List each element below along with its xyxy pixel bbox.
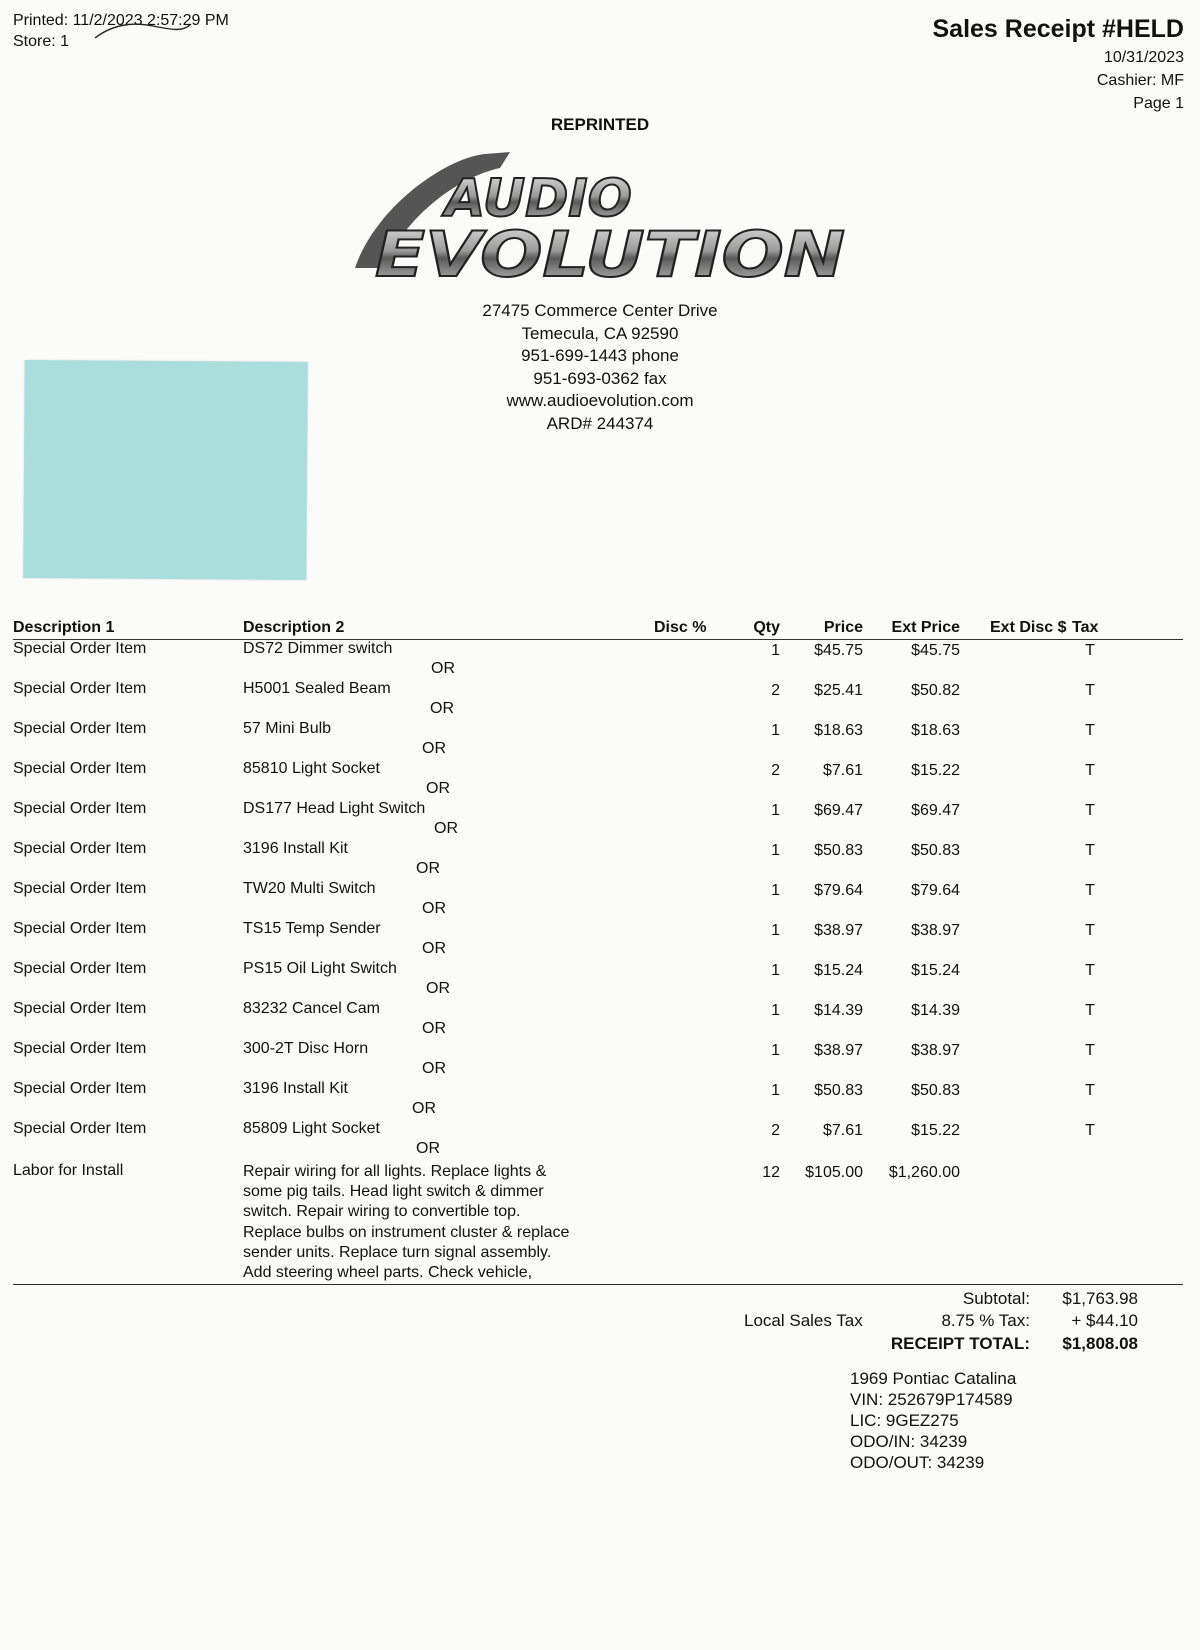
table-row [0,760,1200,800]
item-qty: 1 [771,842,780,859]
tax-value: + $44.10 [1071,1311,1138,1330]
audio-evolution-logo [335,148,855,283]
item-ext-price: $15.22 [911,762,960,779]
receipt-title: Sales Receipt #HELD [932,15,1184,43]
item-ext-price: $50.82 [911,682,960,699]
item-ext-price: $50.83 [911,1082,960,1099]
item-tax: T [1085,962,1095,979]
receipt-total-label: RECEIPT TOTAL: [890,1334,1030,1353]
item-description-1: Special Order Item [13,640,147,657]
item-description-2: PS15 Oil Light Switch [243,960,397,977]
item-ext-price: $15.24 [911,962,960,979]
vehicle-info [850,1368,1016,1473]
item-or-note: OR [422,900,446,917]
col-header-disc: Disc % [654,619,707,636]
sticky-note-redaction [23,360,308,580]
item-qty: 1 [771,1082,780,1099]
item-ext-price: $45.75 [911,642,960,659]
vehicle-odometer-out: ODO/OUT: 34239 [850,1453,985,1472]
item-price: $15.24 [814,962,863,979]
vehicle-odometer-in: ODO/IN: 34239 [850,1432,968,1451]
item-description-1: Special Order Item [13,920,147,937]
item-description-2: 300-2T Disc Horn [243,1040,369,1057]
receipt-date: 10/31/2023 [1103,49,1184,66]
item-tax: T [1085,922,1095,939]
item-qty: 1 [771,962,780,979]
logo-line2: EVOLUTION [375,218,845,283]
item-qty: 1 [771,1002,780,1019]
labor-row [0,1162,1200,1284]
printed-timestamp: 11/2/2023 2:57:29 PM [72,12,229,29]
labor-ext-price: $1,260.00 [888,1164,960,1181]
page-number: Page 1 [1133,95,1184,112]
store-fax: 951-693-0362 fax [533,368,667,388]
receipt-total-value: $1,808.08 [1062,1334,1138,1353]
item-ext-price: $15.22 [911,1122,960,1139]
item-description-2: 3196 Install Kit [243,1080,348,1097]
item-price: $14.39 [814,1002,863,1019]
table-row [0,1040,1200,1080]
store-ard: ARD# 244374 [546,413,654,433]
item-ext-price: $38.97 [911,922,960,939]
item-or-note: OR [416,860,440,877]
store-address: 27475 Commerce Center Drive [482,301,718,320]
item-tax: T [1085,722,1095,739]
item-description-1: Special Order Item [13,680,147,697]
item-qty: 1 [771,1042,780,1059]
item-description-2: TW20 Multi Switch [243,880,376,897]
item-or-note: OR [422,740,446,757]
item-tax: T [1085,1122,1095,1139]
labor-price: $105.00 [805,1164,863,1181]
table-row [0,1120,1200,1160]
labor-description-2: Repair wiring for all lights. Replace lights & some pig tails. Head light switch & dimmer switch. Repair wiring to convertible top. Replace bulbs on instrument cluster & replace sender units. Replace turn signal assembly. Add steering wheel parts. Check vehicle, [243,1163,570,1282]
store-phone: 951-699-1443 phone [521,346,679,365]
table-row [0,1080,1200,1120]
item-tax: T [1085,1082,1095,1099]
item-description-1: Special Order Item [13,1120,147,1137]
logo-line1: AUDIO [445,169,632,229]
table-row [0,680,1200,720]
labor-description-1: Labor for Install [13,1162,124,1179]
item-or-note: OR [422,940,446,957]
table-row [0,920,1200,960]
item-qty: 1 [771,642,780,659]
item-description-2: 85810 Light Socket [243,760,380,777]
vehicle-license: LIC: 9GEZ275 [850,1411,959,1430]
table-row [0,800,1200,840]
col-header-qty: Qty [753,619,780,636]
item-description-2: DS177 Head Light Switch [243,800,426,817]
item-price: $18.63 [814,722,863,739]
item-description-1: Special Order Item [13,1080,147,1097]
item-or-note: OR [430,700,454,717]
item-description-1: Special Order Item [13,960,147,977]
item-description-1: Special Order Item [13,840,147,857]
item-price: $25.41 [814,682,863,699]
item-description-2: TS15 Temp Sender [243,920,381,937]
item-description-1: Special Order Item [13,760,147,777]
item-description-1: Special Order Item [13,720,147,737]
item-description-1: Special Order Item [13,880,147,897]
handwritten-strike-mark [93,16,193,44]
item-qty: 1 [771,922,780,939]
item-price: $50.83 [814,842,863,859]
item-tax: T [1085,682,1095,699]
item-tax: T [1085,802,1095,819]
subtotal-value: $1,763.98 [1062,1289,1138,1308]
item-price: $69.47 [814,802,863,819]
vehicle-model: 1969 Pontiac Catalina [850,1369,1017,1388]
item-description-2: 83232 Cancel Cam [243,1000,380,1017]
item-description-1: Special Order Item [13,1000,147,1017]
item-price: $50.83 [814,1082,863,1099]
labor-qty: 12 [762,1164,780,1181]
item-ext-price: $18.63 [911,722,960,739]
col-header-price: Price [823,619,863,636]
col-header-description-2: Description 2 [243,619,345,636]
col-header-tax: Tax [1072,619,1099,636]
reprinted-label: REPRINTED [550,115,650,134]
item-or-note: OR [434,820,458,837]
col-header-ext-disc: Ext Disc $ [990,619,1067,636]
item-tax: T [1085,1002,1095,1019]
store-number: Store: 1 [13,33,70,50]
item-price: $7.61 [822,762,863,779]
printed-line [13,10,229,31]
table-row [0,880,1200,920]
item-description-1: Special Order Item [13,800,147,817]
item-description-2: 85809 Light Socket [243,1120,380,1137]
item-description-2: 57 Mini Bulb [243,720,332,737]
item-or-note: OR [416,1140,440,1157]
subtotal-label: Subtotal: [962,1289,1030,1308]
item-qty: 1 [771,882,780,899]
item-qty: 1 [771,802,780,819]
item-description-2: DS72 Dimmer switch [243,640,393,657]
item-or-note: OR [431,660,455,677]
item-price: $7.61 [822,1122,863,1139]
item-price: $45.75 [814,642,863,659]
item-ext-price: $38.97 [911,1042,960,1059]
item-description-2: H5001 Sealed Beam [243,680,391,697]
item-price: $38.97 [814,1042,863,1059]
cashier: Cashier: MF [1096,72,1184,89]
item-description-2: 3196 Install Kit [243,840,348,857]
totals-divider [13,1284,1183,1285]
item-ext-price: $14.39 [911,1002,960,1019]
item-tax: T [1085,882,1095,899]
item-or-note: OR [422,1020,446,1037]
item-or-note: OR [426,780,450,797]
item-tax: T [1085,642,1095,659]
item-or-note: OR [412,1100,436,1117]
item-price: $38.97 [814,922,863,939]
item-qty: 2 [771,1122,780,1139]
item-qty: 2 [771,682,780,699]
table-row [0,640,1200,680]
item-or-note: OR [426,980,450,997]
table-row [0,720,1200,760]
tax-name: Local Sales Tax [744,1311,863,1330]
item-tax: T [1085,1042,1095,1059]
item-qty: 1 [771,722,780,739]
print-info [13,10,229,52]
item-ext-price: $50.83 [911,842,960,859]
vehicle-vin: VIN: 252679P174589 [850,1390,1013,1409]
col-header-ext-price: Ext Price [891,619,960,636]
item-or-note: OR [422,1060,446,1077]
tax-label: 8.75 % Tax: [941,1311,1030,1330]
table-row [0,960,1200,1000]
item-price: $79.64 [814,882,863,899]
item-tax: T [1085,762,1095,779]
table-row [0,840,1200,880]
item-qty: 2 [771,762,780,779]
receipt-header [933,12,1185,115]
item-tax: T [1085,842,1095,859]
item-description-1: Special Order Item [13,1040,147,1057]
store-city: Temecula, CA 92590 [521,323,679,343]
item-ext-price: $79.64 [911,882,960,899]
store-website: www.audioevolution.com [506,391,694,410]
printed-label: Printed: [13,12,69,29]
table-row [0,1000,1200,1040]
item-ext-price: $69.47 [911,802,960,819]
col-header-description-1: Description 1 [13,619,115,636]
